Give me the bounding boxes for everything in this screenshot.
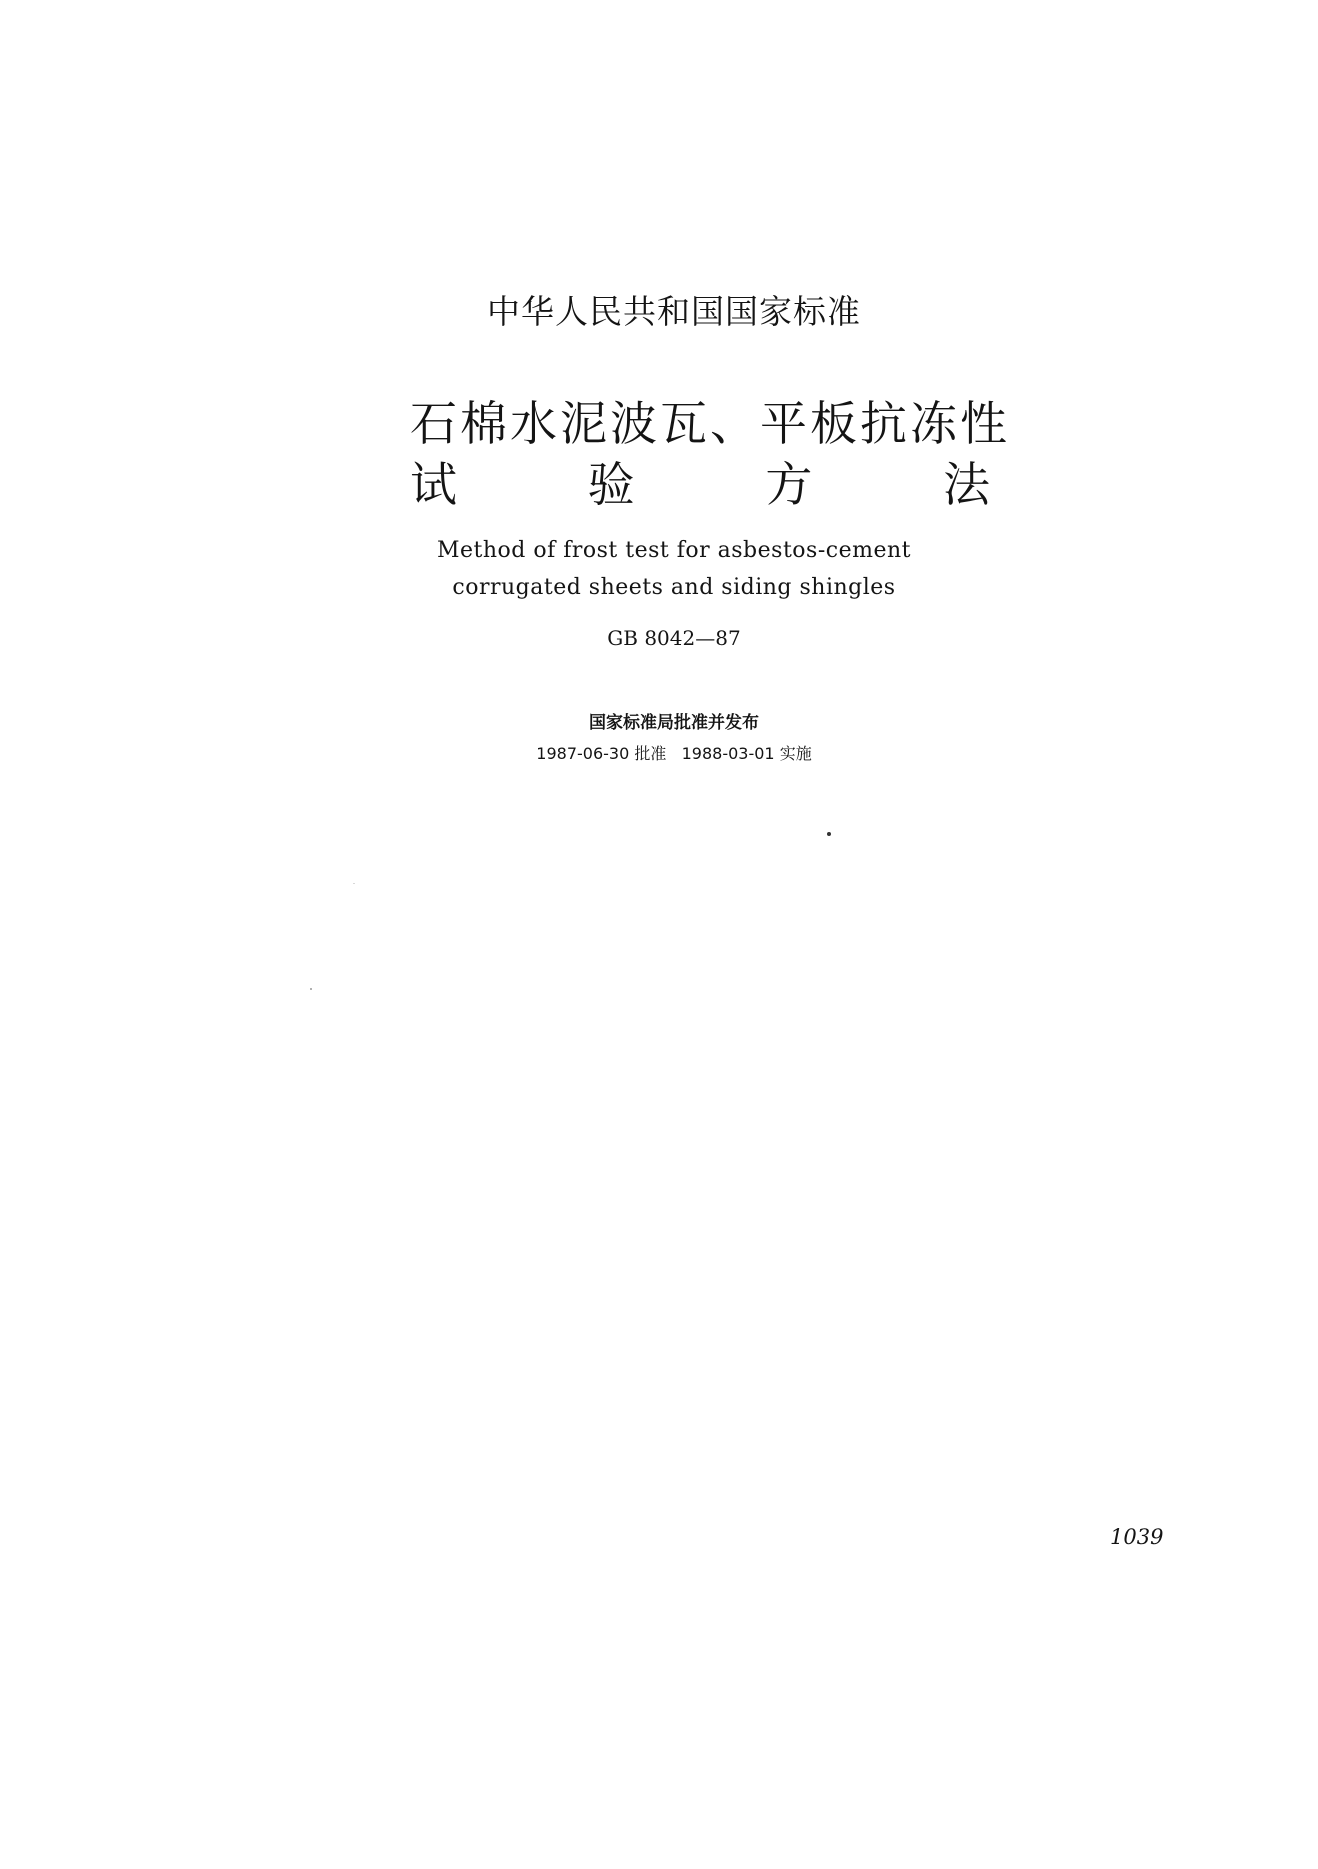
title-char: 方 xyxy=(765,458,813,513)
chinese-title-line-2 xyxy=(410,458,990,514)
scan-speck xyxy=(827,832,831,836)
english-title-line-2: corrugated sheets and siding shingles xyxy=(452,575,896,600)
english-title xyxy=(0,532,1318,606)
scan-speck xyxy=(353,883,355,884)
title-char: 试 xyxy=(410,458,457,513)
standard-code: GB 8042—87 xyxy=(607,626,741,650)
title-char: 法 xyxy=(942,458,990,513)
approval-and-effective-dates: 1987-06-30 批准 1988-03-01 实施 xyxy=(536,744,812,763)
scan-speck xyxy=(310,988,312,990)
title-char: 验 xyxy=(587,458,635,513)
national-standard-header: 中华人民共和国国家标准 xyxy=(487,292,861,331)
chinese-title-line-1: 石棉水泥波瓦、平板抗冻性 xyxy=(410,397,1010,452)
page-number: 1039 xyxy=(1110,1525,1164,1549)
english-title-line-1: Method of frost test for asbestos-cement xyxy=(436,538,911,563)
issuer-statement: 国家标准局批准并发布 xyxy=(589,713,759,733)
